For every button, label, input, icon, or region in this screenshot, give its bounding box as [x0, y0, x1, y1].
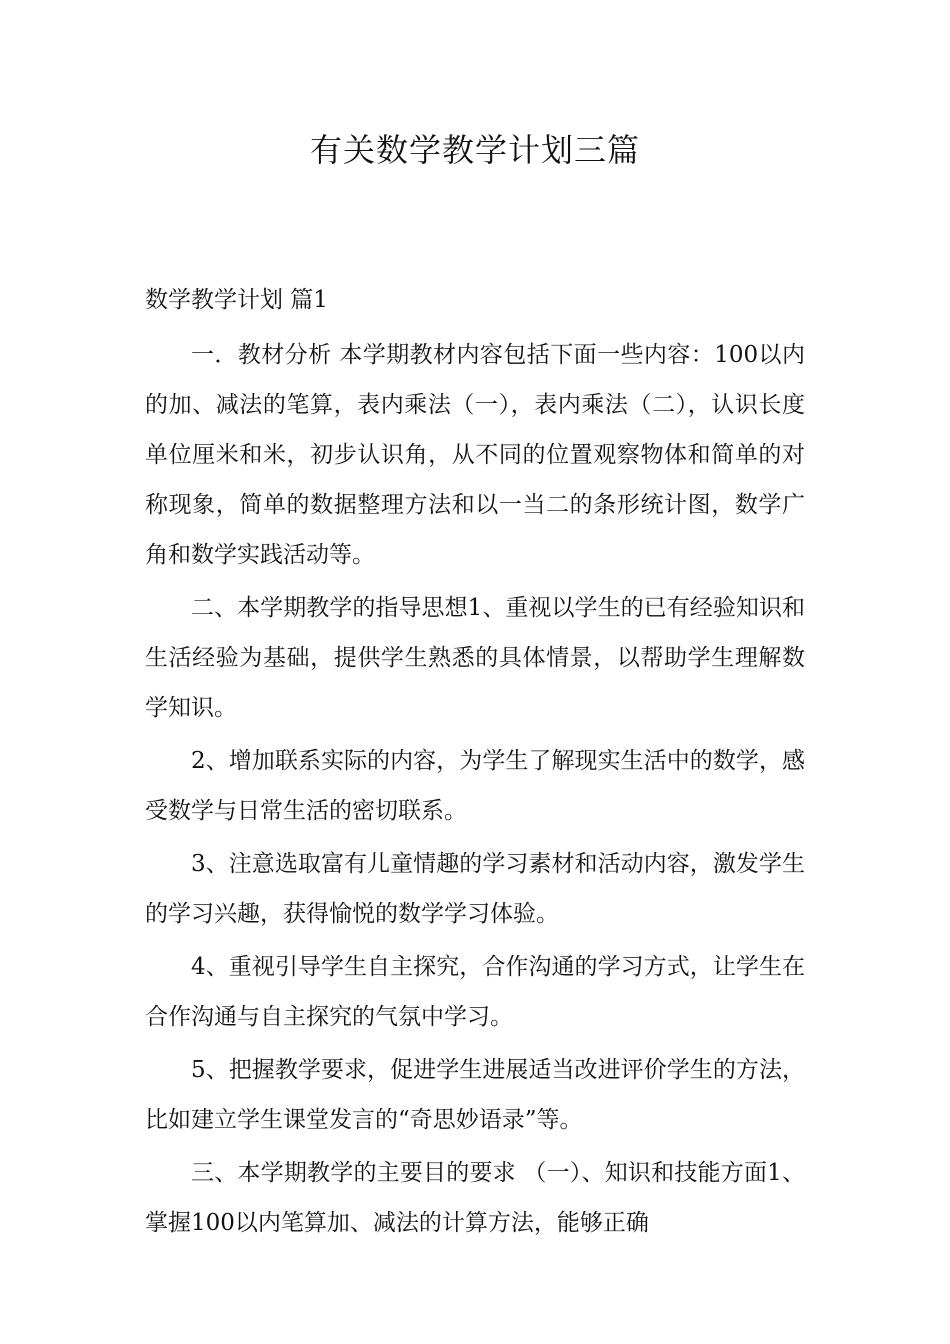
paragraph-teaching-goals: 三、本学期教学的主要目的要求 （一）、知识和技能方面1、掌握100以内笔算加、减法的计算方法，能够正确	[145, 1160, 805, 1236]
paragraph-guiding-thought: 二、本学期教学的指导思想1、重视以学生的已有经验知识和生活经验为基础，提供学生熟悉的具体情景，以帮助学生理解数学知识。	[145, 595, 805, 721]
paragraph-point-4: 4、重视引导学生自主探究，合作沟通的学习方式，让学生在合作沟通与自主探究的气氛中学习。	[145, 954, 805, 1030]
paragraph-textbook-analysis: 一．教材分析 本学期教材内容包括下面一些内容：100以内的加、减法的笔算，表内乘法（一），表内乘法（二），认识长度单位厘米和米，初步认识角，从不同的位置观察物体和简单的对称现象，简单的数据整理方法和以一当二的条形统计图，数学广角和数学实践活动等。	[145, 342, 805, 568]
paragraph-point-2: 2、增加联系实际的内容，为学生了解现实生活中的数学，感受数学与日常生活的密切联系。	[145, 748, 805, 824]
paragraph-point-3: 3、注意选取富有儿童情趣的学习素材和活动内容，激发学生的学习兴趣，获得愉悦的数学学习体验。	[145, 851, 805, 927]
document-title: 有关数学教学计划三篇	[309, 131, 640, 169]
section-heading: 数学教学计划 篇1	[145, 287, 328, 313]
paragraph-point-5: 5、把握教学要求，促进学生进展适当改进评价学生的方法，比如建立学生课堂发言的“奇思妙语录”等。	[145, 1057, 805, 1133]
document-body	[145, 330, 805, 1251]
